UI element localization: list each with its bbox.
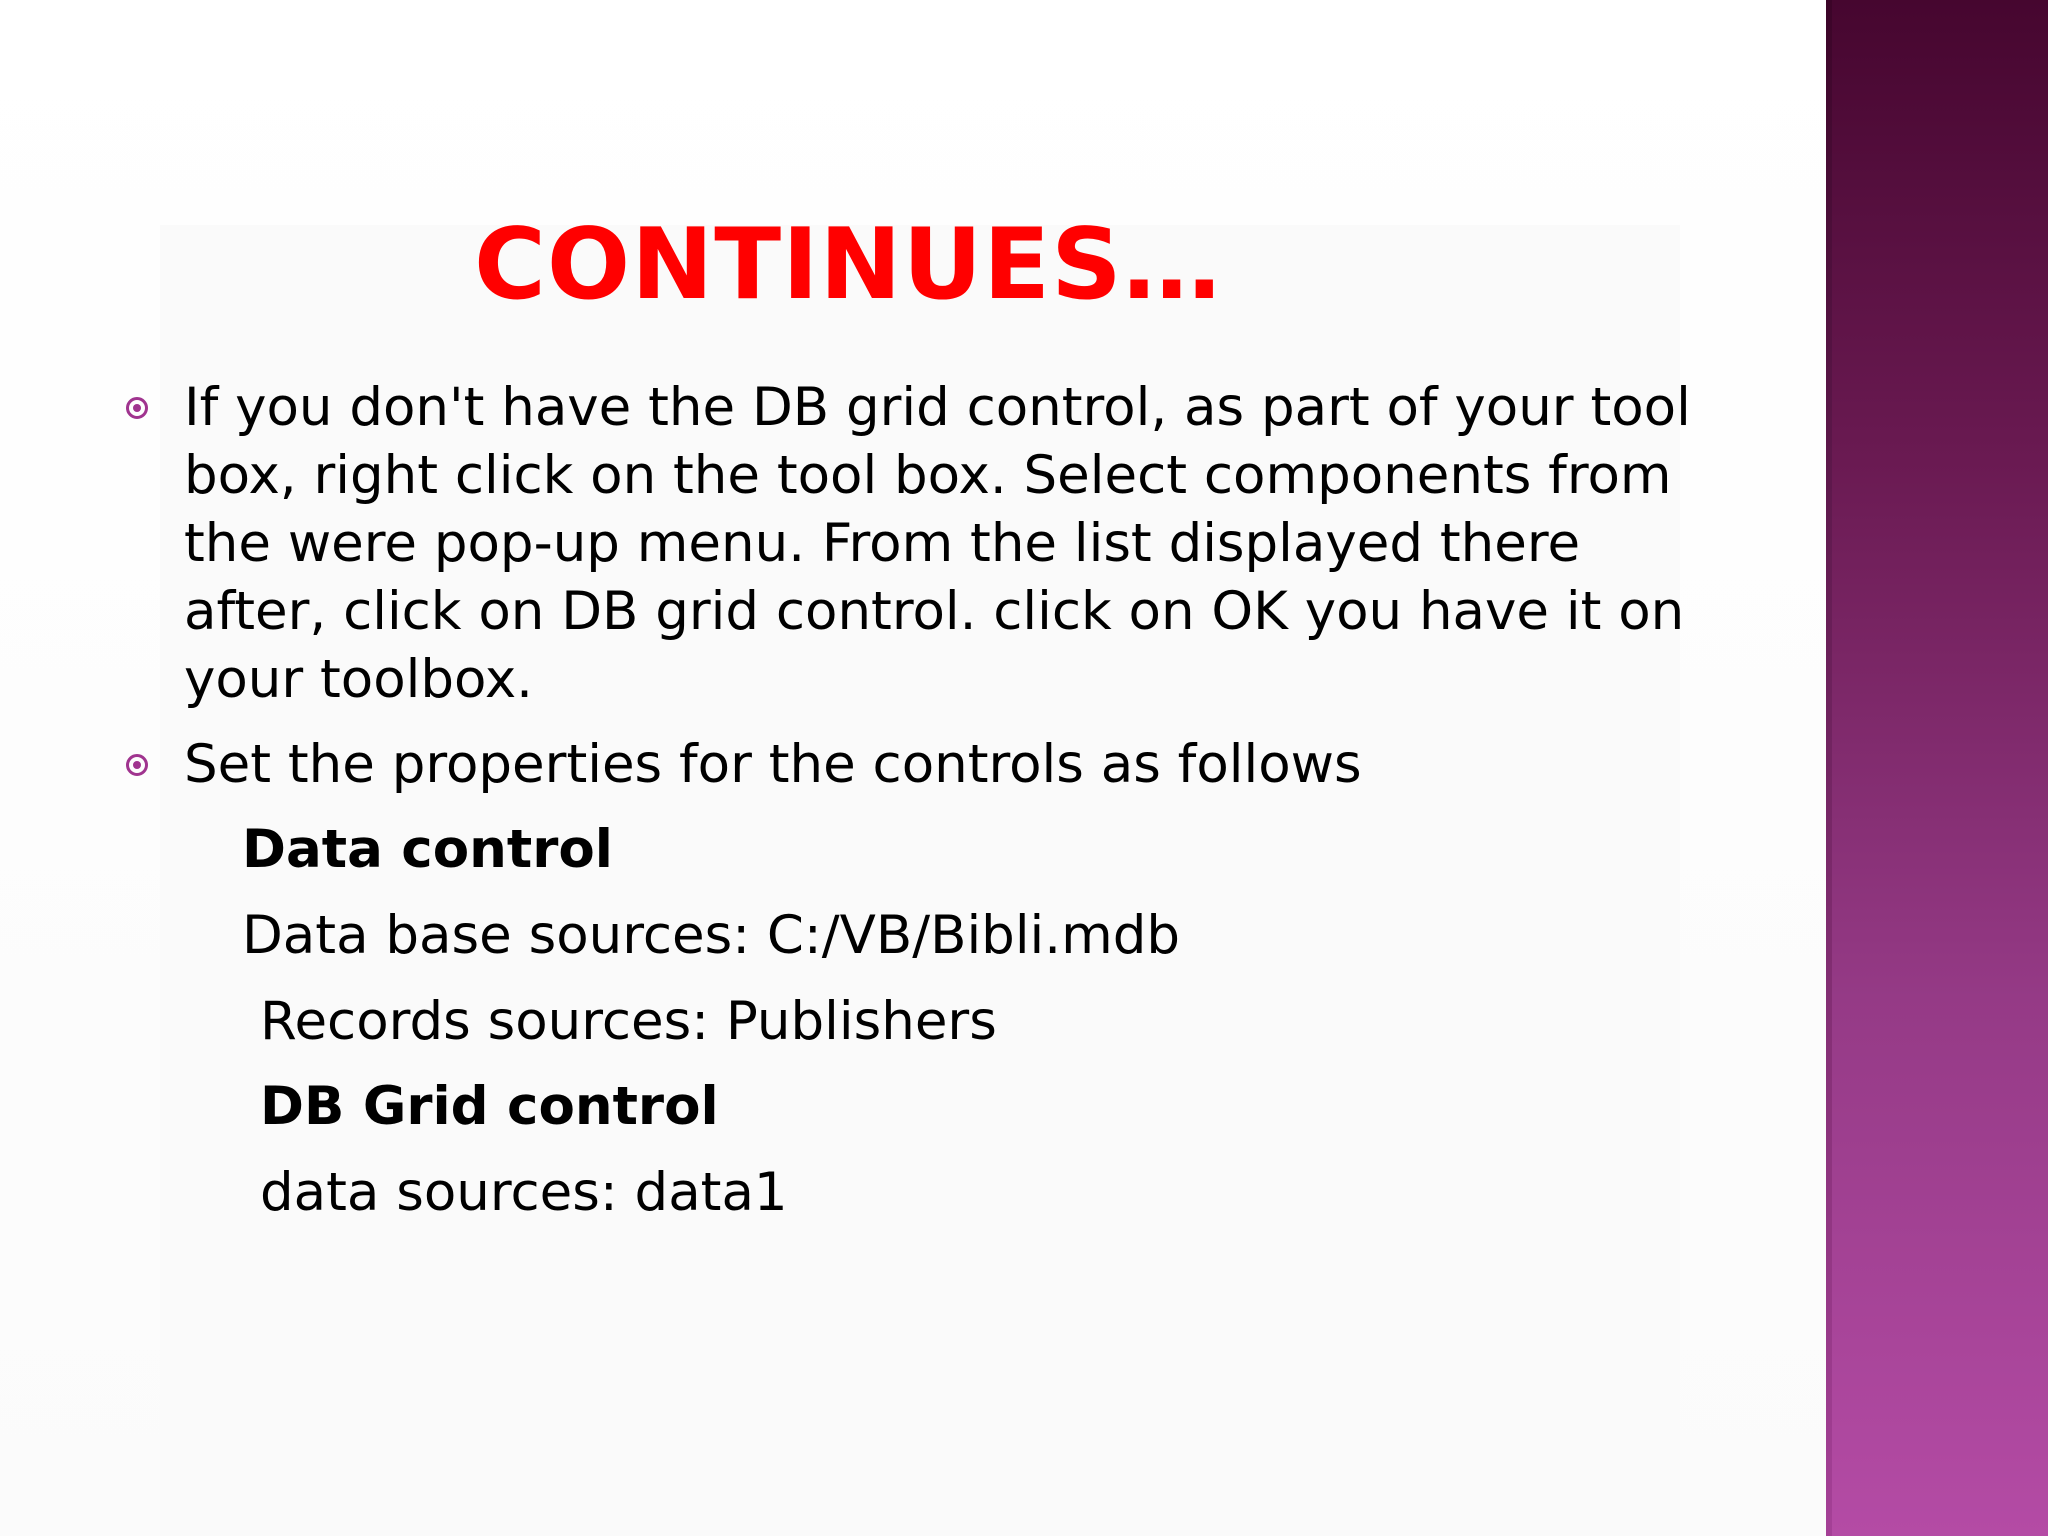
- database-sources-line: Data base sources: C:/VB/Bibli.mdb: [242, 905, 1181, 966]
- decorative-sidebar: [1826, 0, 2048, 1536]
- records-sources-line: Records sources: Publishers: [260, 991, 997, 1052]
- bullet-text: If you don't have the DB grid control, as part of your tool box, right click on the tool box. Select components from the were pop-up menu. From the list displayed there after, click on DB grid control. click on OK you have it on your toolbox.: [184, 377, 1691, 710]
- data-sources-line: data sources: data1: [260, 1162, 788, 1223]
- slide-title: CONTINUES…: [474, 208, 1222, 322]
- data-control-heading: Data control: [242, 819, 613, 880]
- sidebar-edge: [1826, 0, 1832, 1536]
- bullet-text: Set the properties for the controls as follows: [184, 734, 1362, 795]
- dbgrid-control-heading: DB Grid control: [260, 1076, 719, 1137]
- circled-dot-bullet-icon: [126, 754, 148, 776]
- circled-dot-bullet-icon: [126, 397, 148, 419]
